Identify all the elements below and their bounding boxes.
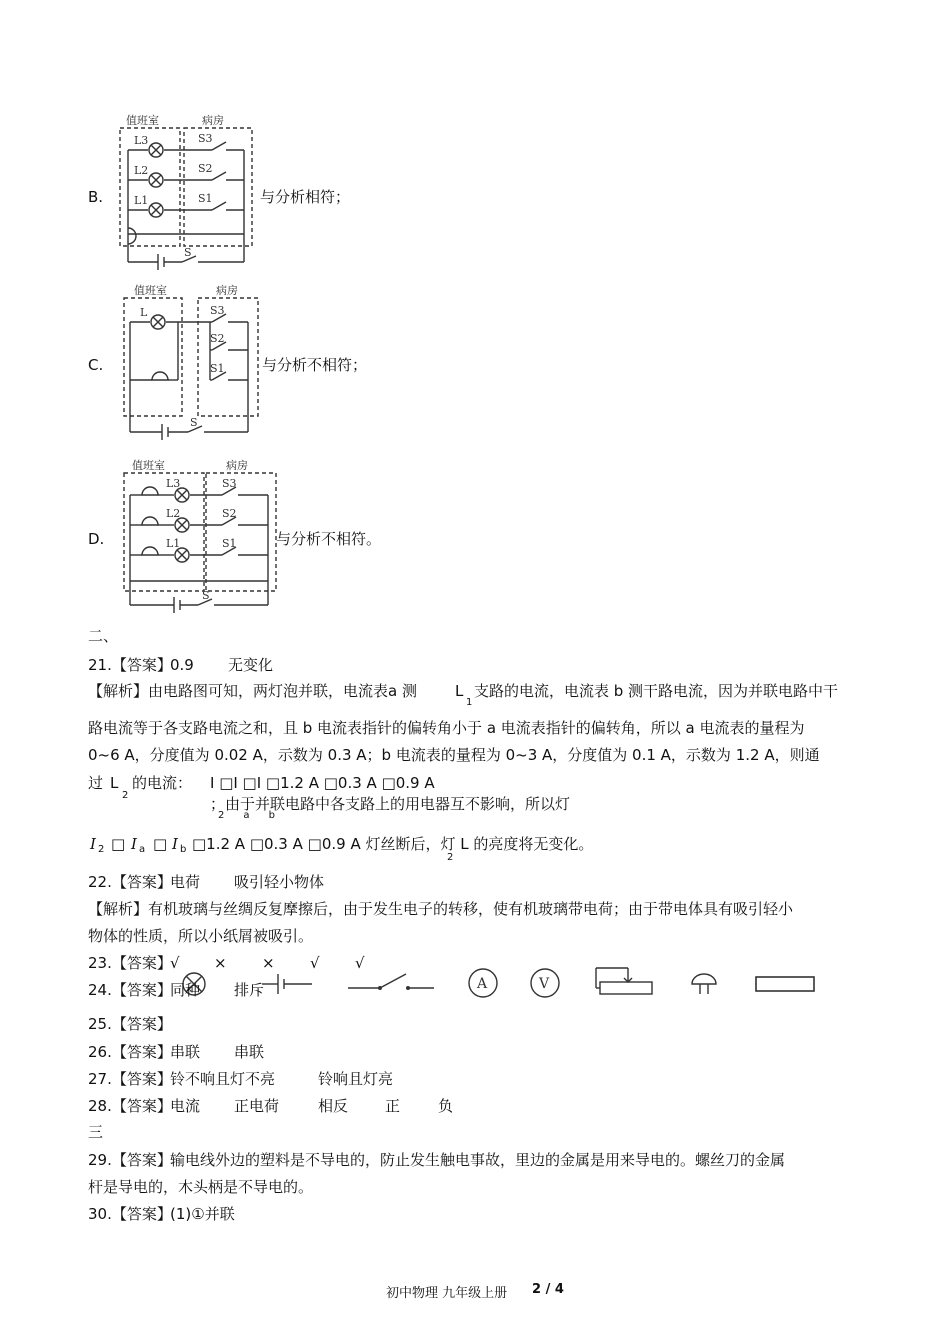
- formula: I: [131, 835, 137, 853]
- analysis-text: 【解析】由电路图可知，两灯泡并联，电流表a 测: [88, 682, 417, 700]
- analysis-text: L: [455, 682, 464, 700]
- answer-value: 同种: [170, 981, 201, 999]
- answer-value: 正: [385, 1097, 401, 1115]
- answer-text: (1)①并联: [170, 1205, 235, 1223]
- answer-value: 串联: [234, 1043, 265, 1061]
- ward-label: 病房: [216, 284, 238, 297]
- analysis-text: 【解析】有机玻璃与丝绸反复摩擦后，由于发生电子的转移，使有机玻璃带电荷；由于带电体具有吸引轻小: [88, 900, 794, 918]
- switch-label: S3: [222, 477, 237, 490]
- answer-value: 相反: [318, 1097, 349, 1115]
- switch-label: S1: [198, 192, 213, 205]
- voltmeter-label: V: [539, 976, 550, 992]
- switch-label: S2: [198, 162, 213, 175]
- answer-mark: ×: [214, 954, 227, 972]
- circuit-diagram-b: [112, 112, 262, 274]
- analysis-text: ；由于并联电路中各支路上的用电器互不影响，所以灯: [210, 795, 571, 813]
- switch-label: S1: [222, 537, 237, 550]
- answer-label: 24.【答案】: [88, 981, 172, 999]
- ammeter-symbol-icon: [466, 966, 500, 1000]
- option-c-letter: C.: [88, 356, 104, 374]
- formula: I: [172, 835, 178, 853]
- formula: I: [90, 835, 96, 853]
- subscript: 1: [466, 697, 473, 708]
- ward-label: 病房: [202, 114, 224, 127]
- answer-value: 吸引轻小物体: [234, 873, 325, 891]
- section-heading: 二、: [88, 627, 119, 645]
- circuit-diagram-d: [118, 455, 280, 617]
- page-number: 2 / 4: [532, 1282, 564, 1297]
- answer-label: 23.【答案】: [88, 954, 172, 972]
- subscript: b: [180, 844, 187, 855]
- section-heading: 三: [88, 1123, 104, 1141]
- lamp-label: L3: [166, 477, 181, 490]
- resistor-symbol-icon: [754, 973, 816, 995]
- switch-label: S3: [198, 132, 213, 145]
- switch-symbol-icon: [348, 968, 436, 998]
- subscript: 2 a b: [218, 810, 275, 821]
- option-b-text: 与分析相符；: [260, 188, 351, 206]
- lamp-label: L2: [134, 164, 149, 177]
- answer-label: 27.【答案】: [88, 1070, 172, 1088]
- analysis-text: 0~6 A，分度值为 0.02 A，示数为 0.3 A；b 电流表的量程为 0~3 A，分度值为 0.1 A，示数为 1.2 A，则通: [88, 746, 820, 764]
- answer-value: 铃响且灯亮: [318, 1070, 394, 1088]
- answer-value: 电流: [170, 1097, 201, 1115]
- subscript: a: [139, 844, 146, 855]
- answer-text: 输电线外边的塑料是不导电的，防止发生触电事故，里边的金属是用来导电的。螺丝刀的金属: [170, 1151, 786, 1169]
- answer-value: 串联: [170, 1043, 201, 1061]
- lamp-label: L2: [166, 507, 181, 520]
- lamp-label: L1: [166, 537, 181, 550]
- rheostat-symbol-icon: [592, 966, 658, 998]
- subscript: 2: [98, 844, 105, 855]
- answer-text: 杆是导电的，木头柄是不导电的。: [88, 1178, 314, 1196]
- answer-value: 电荷: [170, 873, 201, 891]
- circuit-diagram-c: [112, 280, 262, 448]
- answer-label: 26.【答案】: [88, 1043, 172, 1061]
- analysis-text: 路电流等于各支路电流之和，且 b 电流表指针的偏转角小于 a 电流表指针的偏转角，所以 a 电流表的量程为: [88, 719, 805, 737]
- formula: I □I □I □1.2 A □0.3 A □0.9 A: [210, 774, 435, 792]
- answer-value: 排斥: [234, 981, 265, 999]
- switch-label: S: [190, 416, 198, 429]
- answer-label: 25.【答案】: [88, 1015, 172, 1033]
- answer-label: 28.【答案】: [88, 1097, 172, 1115]
- switch-label: S2: [210, 332, 225, 345]
- battery-symbol-icon: [262, 972, 314, 996]
- answer-label: 22.【答案】: [88, 873, 172, 891]
- answer-label: 29.【答案】: [88, 1151, 172, 1169]
- switch-label: S3: [210, 304, 225, 317]
- voltmeter-symbol-icon: [528, 966, 562, 1000]
- answer-value: 负: [438, 1097, 454, 1115]
- answer-label: 30.【答案】: [88, 1205, 172, 1223]
- lamp-label: L: [140, 306, 148, 319]
- analysis-text: □1.2 A □0.3 A □0.9 A 灯丝断后，灯 L 的亮度将无变化。: [192, 835, 594, 853]
- subscript: 2: [447, 852, 454, 863]
- answer-value: 正电荷: [234, 1097, 280, 1115]
- ward-label: 病房: [226, 459, 248, 472]
- formula: □: [111, 835, 126, 853]
- analysis-text: 过: [88, 774, 104, 792]
- option-d-text: 与分析不相符。: [276, 530, 382, 548]
- switch-label: S: [202, 589, 210, 602]
- bell-symbol-icon: [686, 970, 722, 998]
- lamp-label: L3: [134, 134, 149, 147]
- analysis-text: 的电流：: [132, 774, 193, 792]
- formula: □: [153, 835, 168, 853]
- ammeter-label: A: [477, 976, 488, 992]
- answer-mark: √: [355, 954, 365, 972]
- answer-value: 无变化: [228, 656, 274, 674]
- answer-mark: √: [310, 954, 320, 972]
- switch-label: S1: [210, 362, 225, 375]
- lamp-label: L1: [134, 194, 149, 207]
- answer-mark: √: [170, 954, 180, 972]
- answer-value: 铃不响且灯不亮: [170, 1070, 276, 1088]
- duty-room-label: 值班室: [126, 114, 159, 127]
- answer-label: 21.【答案】: [88, 656, 172, 674]
- answer-mark: ×: [262, 954, 275, 972]
- analysis-text: L: [110, 774, 119, 792]
- duty-room-label: 值班室: [132, 459, 165, 472]
- option-c-text: 与分析不相符；: [262, 356, 368, 374]
- analysis-text: 支路的电流，电流表 b 测干路电流，因为并联电路中干: [474, 682, 839, 700]
- analysis-text: 物体的性质，所以小纸屑被吸引。: [88, 927, 314, 945]
- option-d-letter: D.: [88, 530, 105, 548]
- option-b-letter: B.: [88, 188, 104, 206]
- duty-room-label: 值班室: [134, 284, 167, 297]
- answer-value: 0.9: [170, 656, 194, 674]
- subscript: 2: [122, 790, 129, 801]
- footer-title: 初中物理 九年级上册: [386, 1286, 508, 1301]
- switch-label: S: [184, 246, 192, 259]
- switch-label: S2: [222, 507, 237, 520]
